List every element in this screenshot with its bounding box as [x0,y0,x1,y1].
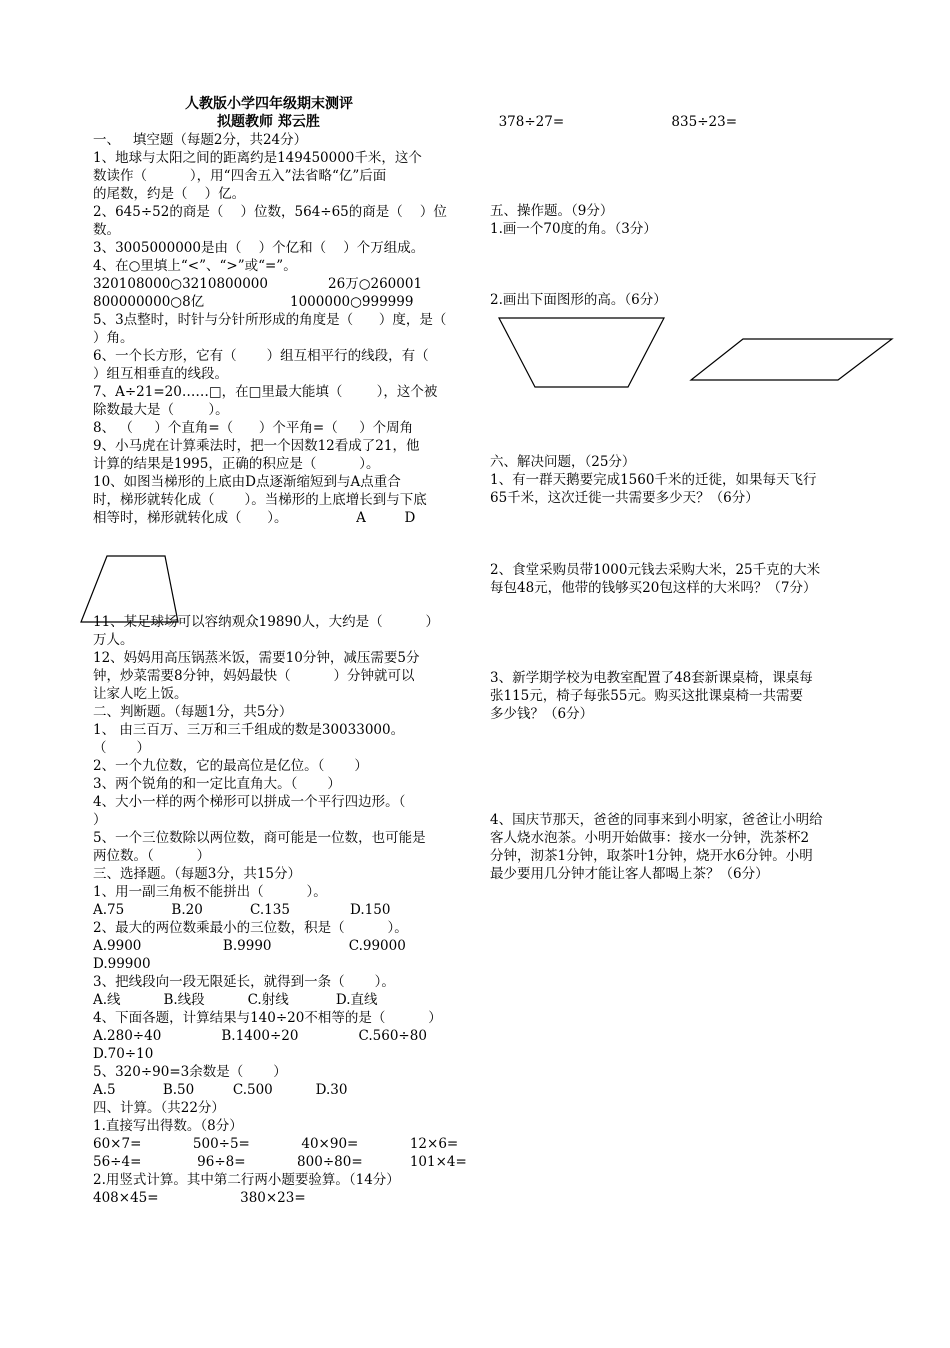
section-heading: 二、判断题。（每题1分，共5分） [93,704,293,720]
choice-line: D.70÷10 [93,1046,154,1062]
choice-line: A.280÷40 B.1400÷20 C.560÷80 [93,1028,427,1044]
question-line: 2、一个九位数，它的最高位是亿位。（ ） [93,758,368,774]
choice-line: A.线 B.线段 C.射线 D.直线 [93,992,378,1008]
question-line: 1、有一群天鹅要完成1560千米的迁徙，如果每天飞行 [490,472,817,488]
problem-2 [490,561,862,597]
calc-line: 56÷4= 96÷8= 800÷80= 101×4= [93,1154,467,1170]
question-line: 5、320÷90=3余数是（ ） [93,1064,287,1080]
question-line: 万人。 [93,632,134,648]
question-line: 6、一个长方形，它有（ ）组互相平行的线段，有（ [93,348,429,364]
calc-line: 408×45= 380×23= [93,1190,306,1206]
question-line: 数读作（ ），用“四舍五入”法省略“亿”后面 [93,168,387,184]
question-line: 1、用一副三角板不能拼出（ ）。 [93,884,327,900]
question-line: 4、国庆节那天，爸爸的同事来到小明家，爸爸让小明给 [490,812,823,828]
question-line: 客人烧水泡茶。小明开始做事：接水一分钟，洗茶杯2 [490,830,810,846]
question-line: 5、3点整时，时针与分针所形成的角度是（ ）度，是（ [93,312,447,328]
question-line: 计算的结果是1995，正确的积应是（ ）。 [93,456,380,472]
question-line: 数。 [93,222,120,238]
section-heading: 三、选择题。（每题3分，共15分） [93,866,302,882]
problem-3 [490,669,862,723]
question-line: （ ） [93,740,151,756]
question-line: 7、A÷21=20……□，在□里最大能填（ ），这个被 [93,384,438,400]
question-line: 让家人吃上饭。 [93,686,188,702]
choice-line: A.5 B.50 C.500 D.30 [93,1082,348,1098]
question-line: 2、食堂采购员带1000元钱去采购大米，25千克的大米 [490,562,821,578]
question-line: 2.用竖式计算。其中第二行两小题要验算。（14分） [93,1172,400,1188]
question-line: 3、新学期学校为电教室配置了48套新课桌椅，课桌每 [490,670,813,686]
question-line: 4、在○里填上“<”、“>”或“=”。 [93,258,297,274]
question-line: 12、妈妈用高压锅蒸米饭，需要10分钟，减压需要5分 [93,650,420,666]
question-line: 多少钱？（6分） [490,706,594,722]
question-line: 2.画出下面图形的高。（6分） [490,292,667,308]
question-line: 4、大小一样的两个梯形可以拼成一个平行四边形。（ [93,794,406,810]
question-line: 每包48元，他带的钱够买20包这样的大米吗？（7分） [490,580,817,596]
question-line: 除数最大是（ ）。 [93,402,229,418]
trapezoid-figure [80,553,180,625]
parallelogram-figure [690,337,895,383]
question-line: 800000000○8亿 1000000○999999 [93,294,414,310]
question-line: 的尾数，约是（ ）亿。 [93,186,246,202]
problem-1 [490,471,862,507]
question-line: ） [93,812,107,828]
question-line: ）组互相垂直的线段。 [93,366,228,382]
question-line: 1、地球与太阳之间的距离约是149450000千米，这个 [93,150,422,166]
section-heading: 一、 填空题（每题2分，共24分） [93,132,308,148]
question-line: 3、把线段向一段无限延长，就得到一条（ ）。 [93,974,395,990]
inverted-trapezoid-figure [498,316,668,390]
question-line: 钟，炒菜需要8分钟，妈妈最快（ ）分钟就可以 [93,668,415,684]
question-line: 时，梯形就转化成（ ）。当梯形的上底增长到与下底 [93,492,427,508]
section-heading: 四、计算。（共22分） [93,1100,225,1116]
question-line: ）角。 [93,330,134,346]
question-line: 1、 由三百万、三万和三千组成的数是30033000。 [93,722,405,738]
question-line: 1.画一个70度的角。（3分） [490,221,657,237]
question-line: 65千米，这次迁徙一共需要多少天？（6分） [490,490,759,506]
question-line: 4、下面各题，计算结果与140÷20不相等的是（ ） [93,1010,442,1026]
question-line: 2、645÷52的商是（ ）位数，564÷65的商是（ ）位 [93,204,447,220]
question-line: 2、最大的两位数乘最小的三位数，积是（ ）。 [93,920,408,936]
question-line: 320108000○3210800000 26万○260001 [93,276,423,292]
question-line: 5、一个三位数除以两位数，商可能是一位数，也可能是 [93,830,426,846]
question-line: 两位数。（ ） [93,848,211,864]
question-line: 3、两个锐角的和一定比直角大。（ ） [93,776,341,792]
section-heading: 六、解决问题，（25分） [490,454,636,470]
question-line: 1.直接写出得数。（8分） [93,1118,243,1134]
question-line: 3、3005000000是由（ ）个亿和（ ）个万组成。 [93,240,425,256]
question-line: 8、 （ ）个直角=（ ）个平角=（ ）个周角 [93,420,414,436]
choice-line: D.99900 [93,956,151,972]
question-line: 分钟，沏茶1分钟，取茶叶1分钟，烧开水6分钟。小明 [490,848,813,864]
question-line: 最少要用几分钟才能让客人都喝上茶？（6分） [490,866,769,882]
question-line: 10、如图当梯形的上底由D点逐渐缩短到与A点重合 [93,474,401,490]
calc-line: 60×7= 500÷5= 40×90= 12×6= [93,1136,459,1152]
question-line: 11、某足球场可以容纳观众19890人，大约是（ ） [93,614,440,630]
choice-line: A.75 B.20 C.135 D.150 [93,902,391,918]
choice-line: A.9900 B.9990 C.99000 [93,938,406,954]
exam-author: 拟题教师 郑云胜 [217,114,320,130]
question-line: 张115元，椅子每张55元。购买这批课桌椅一共需要 [490,688,803,704]
exam-title: 人教版小学四年级期末测评 [185,96,353,112]
section-heading: 五、操作题。（9分） [490,203,614,219]
section-fill-in-continued [93,613,465,1207]
calc-line: 378÷27= 835÷23= [490,114,738,130]
section-fill-in [93,131,465,527]
question-line: 相等时，梯形就转化成（ ）。 A D [93,510,416,526]
problem-4 [490,811,862,883]
question-line: 9、小马虎在计算乘法时，把一个因数12看成了21，他 [93,438,420,454]
